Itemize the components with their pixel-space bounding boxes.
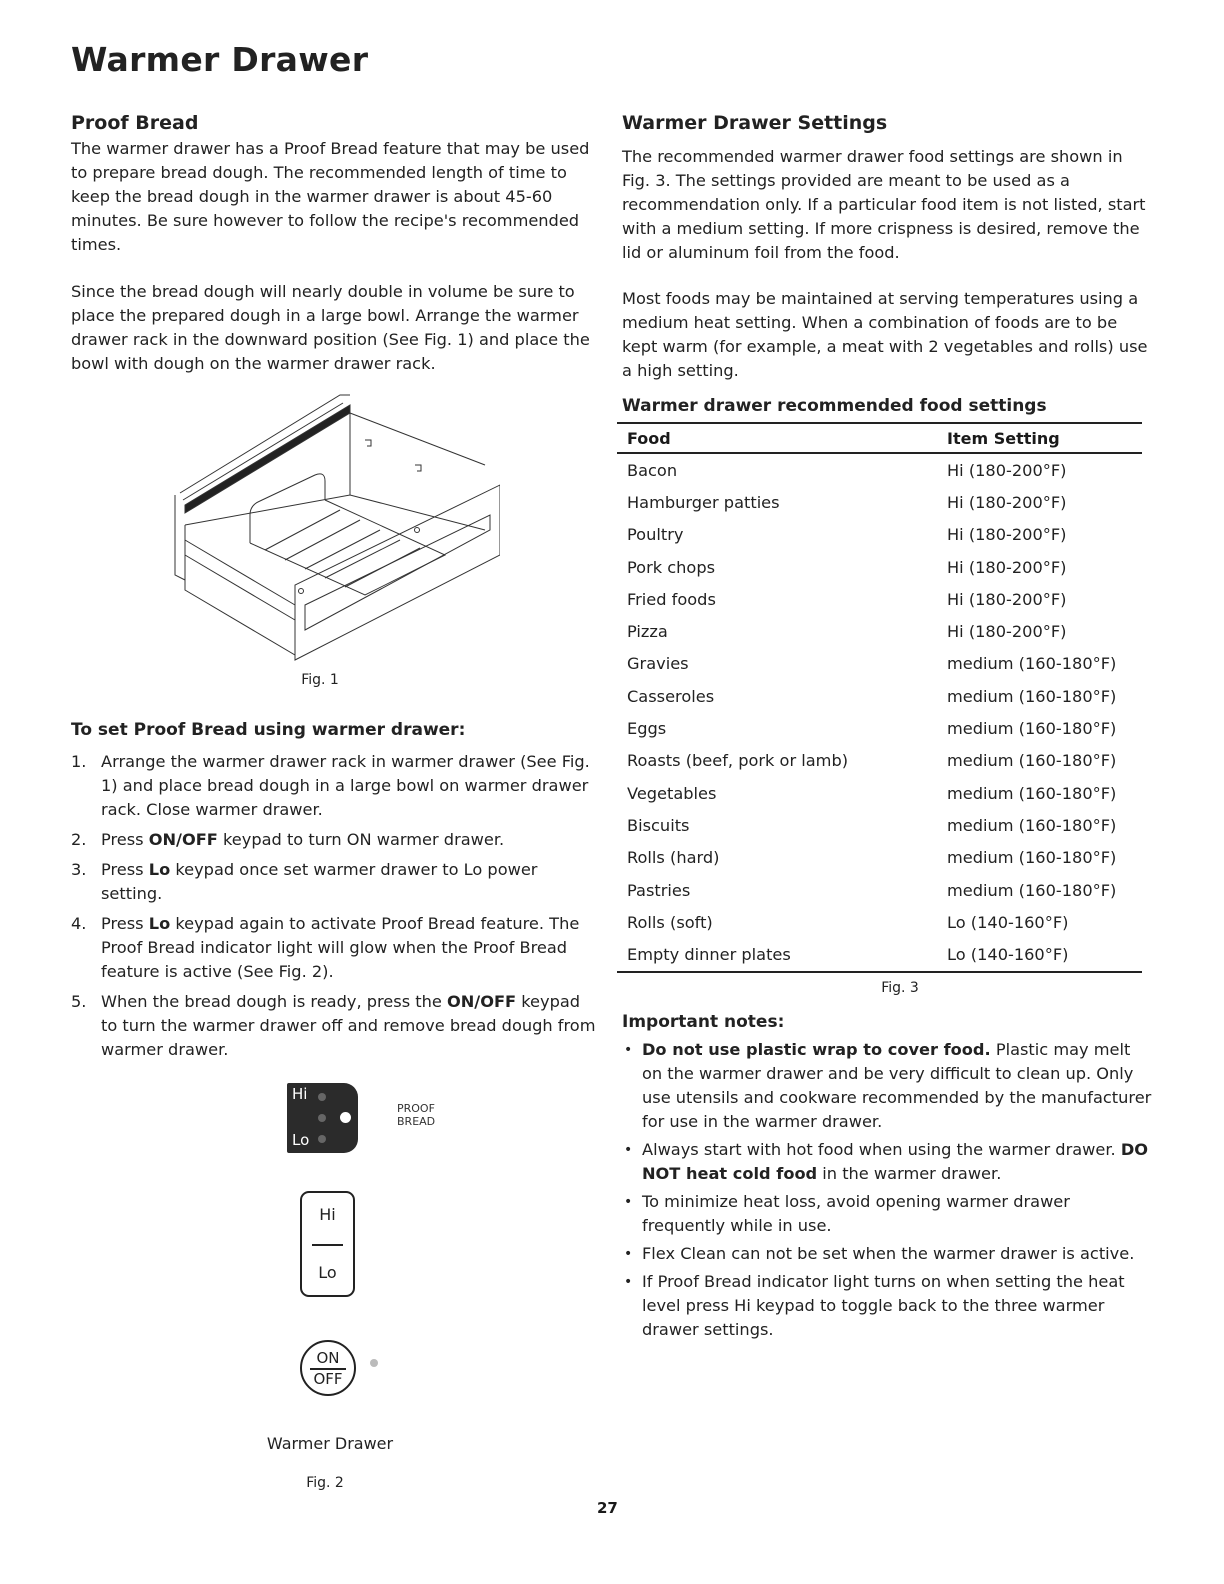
fig3-caption: Fig. 3 — [881, 980, 919, 996]
food-settings-table — [617, 422, 1142, 973]
food-cell: Pork chops — [627, 557, 716, 577]
fig2-caption: Fig. 2 — [306, 1475, 344, 1491]
setting-cell: medium (160-180°F) — [947, 751, 1117, 771]
food-cell: Hamburger patties — [627, 492, 780, 512]
indicator-hi-label: Hi — [292, 1085, 308, 1103]
bullet-icon: • — [624, 1194, 633, 1210]
table-row — [617, 712, 1142, 744]
setting-cell: medium (160-180°F) — [947, 719, 1117, 739]
keypad-divider — [312, 1244, 343, 1246]
indicator-lo-label: Lo — [292, 1131, 310, 1149]
step-bold: ON/OFF — [447, 992, 517, 1011]
table-row — [617, 486, 1142, 518]
step-text: keypad again to activate Proof Bread feature. The Proof Bread indicator light will glow when the Proof Bread feature is active (See Fig. 2). — [101, 914, 580, 981]
step-text: keypad once set warmer drawer to Lo power setting. — [101, 860, 538, 903]
setting-cell: Hi (180-200°F) — [947, 557, 1067, 577]
setting-cell: medium (160-180°F) — [947, 783, 1117, 803]
table-row — [617, 745, 1142, 777]
important-notes-list — [622, 1038, 1152, 1346]
food-cell: Biscuits — [627, 815, 690, 835]
step-text: Press — [101, 860, 149, 879]
table-row — [617, 519, 1142, 551]
step-text: When the bread dough is ready, press the — [101, 992, 447, 1011]
table-row — [617, 648, 1142, 680]
settings-table-title: Warmer drawer recommended food settings — [622, 396, 1047, 416]
proof-bread-steps — [71, 750, 601, 1068]
note-item — [622, 1190, 1152, 1238]
setting-cell: medium (160-180°F) — [947, 880, 1117, 900]
setting-cell: Lo (140-160°F) — [947, 912, 1069, 932]
step-number: 2. — [71, 830, 87, 849]
bullet-icon: • — [624, 1274, 633, 1290]
warmer-drawer-illustration — [155, 365, 500, 665]
note-item — [622, 1242, 1152, 1266]
note-item — [622, 1138, 1152, 1186]
step-text: Press — [101, 830, 149, 849]
step-bold: ON/OFF — [148, 830, 218, 849]
setting-cell: Hi (180-200°F) — [947, 589, 1067, 609]
food-cell: Fried foods — [627, 589, 716, 609]
step-number: 3. — [71, 860, 87, 879]
step-number: 5. — [71, 992, 87, 1011]
off-key-label: OFF — [313, 1370, 343, 1388]
table-row — [617, 680, 1142, 712]
proof-label-line1: PROOF — [397, 1102, 435, 1115]
important-notes-heading: Important notes: — [622, 1012, 785, 1032]
settings-paragraph-2: Most foods may be maintained at serving temperatures using a medium heat setting. When a combination of foods are to be kept warm (for example, a meat with 2 vegetables and rolls) use a high setting. — [622, 289, 1148, 380]
heat-indicator-panel — [287, 1083, 358, 1153]
food-cell: Eggs — [627, 719, 667, 739]
page-title: Warmer Drawer — [71, 40, 369, 79]
medium-indicator-light — [318, 1114, 326, 1122]
column-header-setting: Item Setting — [947, 423, 1142, 453]
food-cell: Rolls (hard) — [627, 848, 720, 868]
fig1-caption: Fig. 1 — [301, 672, 339, 688]
lo-key-label: Lo — [318, 1263, 337, 1282]
step-item — [71, 912, 601, 984]
hi-key-label: Hi — [319, 1205, 336, 1224]
note-text: Plastic may melt on the warmer drawer and be very difficult to clean up. Only use utensils and cookware recommended by the manufacturer for use in the warmer drawer. — [642, 1040, 1152, 1131]
step-item — [71, 858, 601, 906]
step-text: Arrange the warmer drawer rack in warmer drawer (See Fig. 1) and place bread dough in a large bowl on warmer drawer rack. Close warmer drawer. — [101, 752, 590, 819]
fig2-title: Warmer Drawer — [266, 1434, 394, 1453]
on-off-keypad[interactable] — [300, 1340, 356, 1396]
table-row — [617, 551, 1142, 583]
settings-heading: Warmer Drawer Settings — [622, 112, 888, 134]
note-text: If Proof Bread indicator light turns on when setting the heat level press Hi keypad to toggle back to the three warmer drawer settings. — [642, 1272, 1125, 1339]
step-bold: Lo — [148, 914, 171, 933]
bullet-icon: • — [624, 1246, 633, 1262]
table-row — [617, 777, 1142, 809]
proof-bread-indicator-light — [340, 1112, 351, 1123]
table-row — [617, 583, 1142, 615]
bullet-icon: • — [624, 1042, 633, 1058]
food-cell: Empty dinner plates — [617, 938, 947, 971]
page-number: 27 — [597, 1499, 618, 1517]
table-row — [617, 615, 1142, 647]
setting-cell: Hi (180-200°F) — [947, 460, 1067, 480]
note-item — [622, 1038, 1152, 1134]
table-row — [617, 938, 1142, 971]
setting-cell: Lo (140-160°F) — [947, 938, 1142, 971]
note-text: in the warmer drawer. — [817, 1164, 1002, 1183]
note-text: Flex Clean can not be set when the warmer drawer is active. — [642, 1244, 1135, 1263]
hi-indicator-light — [318, 1093, 326, 1101]
table-header-row — [617, 423, 1142, 453]
proof-bread-label — [397, 1102, 435, 1128]
hi-lo-keypad[interactable] — [300, 1191, 355, 1297]
food-cell: Rolls (soft) — [627, 912, 713, 932]
table-row — [617, 809, 1142, 841]
food-cell: Gravies — [627, 654, 689, 674]
step-text: keypad to turn ON warmer drawer. — [217, 830, 505, 849]
table-row — [617, 874, 1142, 906]
setting-cell: Hi (180-200°F) — [947, 525, 1067, 545]
note-bold: Do not use plastic wrap to cover food. — [642, 1040, 991, 1059]
setting-cell: medium (160-180°F) — [947, 686, 1117, 706]
note-item — [622, 1270, 1152, 1342]
bullet-icon: • — [624, 1142, 633, 1158]
proof-bread-heading: Proof Bread — [71, 112, 199, 134]
food-cell: Bacon — [627, 460, 678, 480]
lo-indicator-light — [318, 1135, 326, 1143]
food-cell: Vegetables — [627, 783, 717, 803]
note-text: Always start with hot food when using the warmer drawer. — [642, 1140, 1121, 1159]
step-item — [71, 828, 601, 852]
setting-cell: Hi (180-200°F) — [947, 622, 1067, 642]
note-bold: DO NOT heat cold food — [642, 1140, 1149, 1183]
step-text: Press — [101, 914, 149, 933]
settings-paragraph-1: The recommended warmer drawer food settings are shown in Fig. 3. The settings provided are meant to be used as a recommendation only. If a particular food item is not listed, start with a medium setting. If more crispness is desired, remove the lid or aluminum foil from the food. — [622, 147, 1146, 262]
food-cell: Roasts (beef, pork or lamb) — [627, 751, 849, 771]
food-cell: Pastries — [627, 880, 691, 900]
food-cell: Poultry — [627, 525, 684, 545]
column-header-food: Food — [617, 423, 947, 453]
step-number: 4. — [71, 914, 87, 933]
on-off-indicator-light — [370, 1359, 378, 1367]
steps-heading: To set Proof Bread using warmer drawer: — [71, 720, 466, 740]
table-row — [617, 906, 1142, 938]
proof-label-line2: BREAD — [397, 1115, 436, 1128]
setting-cell: medium (160-180°F) — [947, 848, 1117, 868]
proof-bread-paragraph-2: Since the bread dough will nearly double in volume be sure to place the prepared dough in a large bowl. Arrange the warmer drawer rack in the downward position (See Fig. 1) and place the bowl with dough on the warmer drawer rack. — [71, 282, 590, 373]
table-row — [617, 842, 1142, 874]
step-text: keypad to turn the warmer drawer off and remove bread dough from warmer drawer. — [101, 992, 596, 1059]
table-row — [617, 453, 1142, 486]
step-bold: Lo — [148, 860, 171, 879]
food-cell: Casseroles — [627, 686, 715, 706]
proof-bread-paragraph-1: The warmer drawer has a Proof Bread feature that may be used to prepare bread dough. The recommended length of time to keep the bread dough in the warmer drawer is about 45-60 minutes. Be sure however to follow the recipe's recommended times. — [71, 139, 590, 254]
on-key-label: ON — [316, 1349, 340, 1367]
food-cell: Pizza — [627, 622, 668, 642]
step-item — [71, 750, 601, 822]
note-text: To minimize heat loss, avoid opening warmer drawer frequently while in use. — [642, 1192, 1070, 1235]
setting-cell: medium (160-180°F) — [947, 654, 1117, 674]
step-item — [71, 990, 601, 1062]
setting-cell: medium (160-180°F) — [947, 815, 1117, 835]
setting-cell: Hi (180-200°F) — [947, 492, 1067, 512]
step-number: 1. — [71, 752, 87, 771]
